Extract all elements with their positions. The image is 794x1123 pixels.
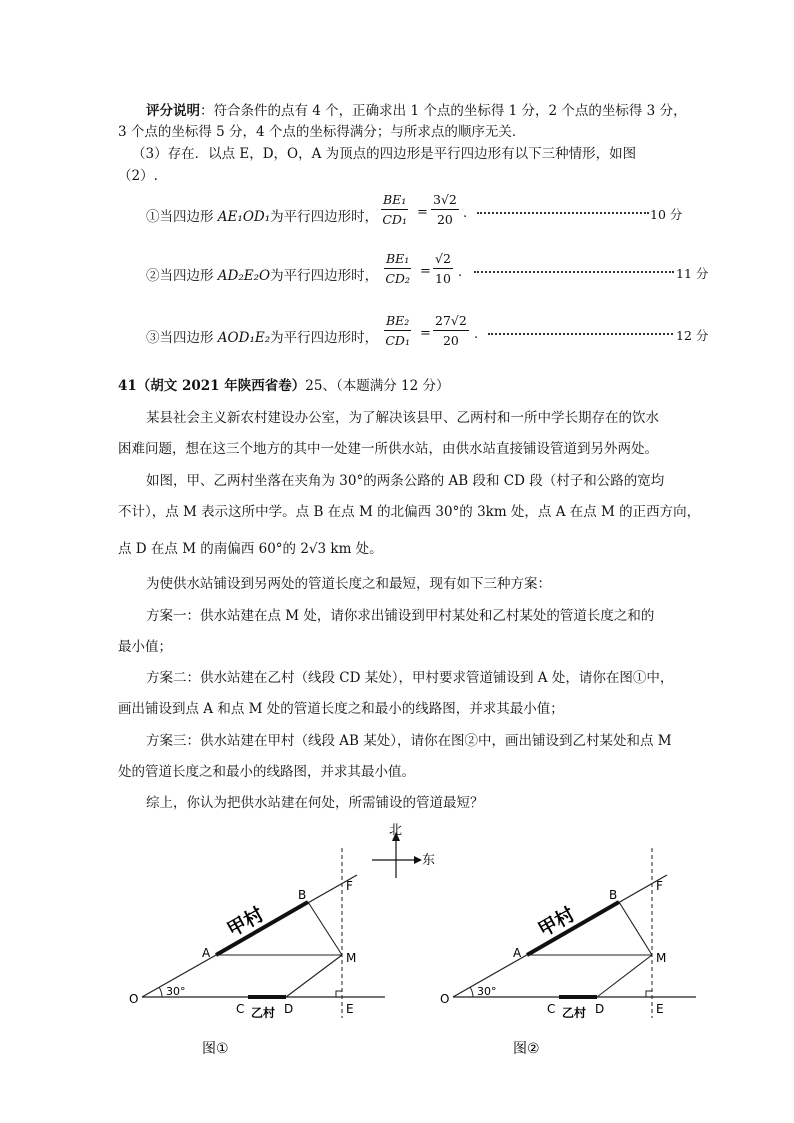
compass [372, 823, 435, 878]
case-1-ratio-num: BE₁ [381, 192, 408, 210]
case-3-prefix: ③当四边形 [146, 330, 218, 346]
fig2-label-c: C [547, 1002, 556, 1016]
figure-1 [129, 848, 385, 1020]
fig2-label-a: A [513, 946, 522, 960]
fig1-label-b: B [298, 888, 307, 902]
case-1-value-num: 3√2 [431, 192, 459, 210]
case-1-quad: AE₁OD₁ [217, 209, 271, 225]
fig1-label-village-b: 乙村 [251, 1006, 276, 1020]
case-3-value-den: 20 [442, 333, 459, 348]
case-1-value [431, 192, 459, 227]
compass-east-label: 东 [422, 853, 436, 868]
para2-line-2: 不计），点 M 表示这所中学。点 B 在点 M 的北偏西 30°的 3km 处，点 A 在点 M 的正西方向， [118, 504, 701, 520]
fig1-label-e: E [346, 1002, 354, 1016]
fig1-label-f: F [346, 879, 353, 893]
case-3-equals: = [420, 326, 431, 341]
case-2-value-num: √2 [433, 251, 453, 269]
fig2-label-village-b: 乙村 [562, 1006, 587, 1020]
fig1-label-c: C [236, 1002, 245, 1016]
case-1-text [146, 205, 378, 225]
fig1-right-angle-mark [336, 991, 342, 997]
summary-question: 综上，你认为把供水站建在何处，所需铺设的管道最短？ [146, 795, 484, 811]
fig2-label-m: M [656, 951, 667, 965]
case-3-suffix: 为平行四边形时， [270, 330, 379, 346]
part3-line-2: （2）. [118, 168, 158, 184]
part3-line-1: （3）存在．以点 E，D，O，A 为顶点的四边形是平行四边形有以下三种情形，如图 [132, 146, 637, 162]
case-2-equals: = [420, 264, 431, 279]
case-3-text [146, 326, 378, 346]
case-1-period: . [463, 206, 468, 221]
case-2-text [146, 264, 378, 284]
case-3-period: . [474, 327, 479, 342]
case-3-leader-dots [488, 333, 673, 335]
case-3-value-num: 27√2 [433, 313, 469, 331]
case-1-ratio [381, 192, 408, 227]
caption-figure-2: 图② [513, 1041, 540, 1057]
plan3-line-2: 处的管道长度之和最小的线路图，并求其最小值。 [118, 764, 415, 780]
fig2-segment-bm [619, 902, 652, 955]
fig2-label-f: F [656, 879, 663, 893]
case-1-score: 10 分 [650, 207, 683, 222]
plan2-line-2: 画出铺设到点 A 和点 M 处的管道长度之和最小的线路图，并求其最小值； [118, 701, 564, 717]
scoring-note-line-2: 3 个点的坐标得 5 分，4 个点的坐标得满分；与所求点的顺序无关． [118, 124, 526, 140]
fig2-label-e: E [656, 1002, 664, 1016]
problem-41-source: 41（胡文 2021 年陕西省卷） [118, 378, 306, 394]
compass-north-label: 北 [389, 823, 403, 838]
plan1-line-2: 最小值； [118, 639, 172, 655]
figure-2 [440, 848, 696, 1020]
case-3-quad: AOD₁E₂ [217, 330, 271, 346]
case-2-value [433, 251, 453, 286]
fig2-label-b: B [609, 888, 618, 902]
fig2-label-d: D [595, 1002, 605, 1016]
para1-line-2: 困难问题，想在这三个地方的其中一处建一所供水站，由供水站直接铺设管道到另外两处。 [118, 441, 658, 457]
case-3-ratio-num: BE₂ [384, 313, 411, 331]
case-2-quad: AD₂E₂O [217, 268, 271, 284]
scoring-note-label: 评分说明 [146, 103, 200, 119]
problem-41-heading [118, 374, 449, 394]
fig2-label-o: O [440, 992, 450, 1006]
fig1-label-a: A [202, 946, 211, 960]
fig2-label-angle: 30° [477, 985, 497, 998]
caption-figure-1: 图① [202, 1041, 229, 1057]
plan2-line-1: 方案二：供水站建在乙村（线段 CD 某处），甲村要求管道铺设到 A 处，请你在图①中， [146, 670, 674, 686]
case-2-period: . [458, 265, 463, 280]
para1-line-1: 某县社会主义新农村建设办公室，为了解决该县甲、乙两村和一所中学长期存在的饮水 [146, 410, 659, 426]
case-2-suffix: 为平行四边形时， [270, 268, 379, 284]
case-3-ratio [384, 313, 411, 348]
case-3-value [433, 313, 469, 348]
case-1-ratio-den: CD₁ [382, 212, 407, 227]
para3: 为使供水站铺设到另两处的管道长度之和最短，现有如下三种方案： [146, 576, 551, 592]
para2-line-3: 点 D 在点 M 的南偏西 60°的 2√3 km 处。 [118, 541, 383, 557]
plan1-line-1: 方案一：供水站建在点 M 处，请你求出铺设到甲村某处和乙村某处的管道长度之和的 [146, 608, 655, 624]
problem-41-number: 25、（本题满分 12 分） [305, 378, 450, 394]
plan3-line-1: 方案三：供水站建在甲村（线段 AB 某处），请你在图②中，画出铺设到乙村某处和点 M [146, 733, 672, 749]
scoring-note-line-1 [146, 99, 687, 119]
case-3-ratio-den: CD₁ [385, 333, 410, 348]
scoring-note-text: ：符合条件的点有 4 个，正确求出 1 个点的坐标得 1 分，2 个点的坐标得 3 分， [200, 103, 687, 119]
fig1-label-village-a: 甲村 [223, 903, 268, 942]
case-2-ratio-num: BE₁ [384, 251, 411, 269]
fig2-segment-dm [597, 955, 652, 997]
fig1-label-angle: 30° [166, 985, 186, 998]
figures [0, 820, 794, 1120]
fig1-segment-dm [286, 955, 342, 997]
east-arrow-icon [414, 856, 422, 864]
fig1-label-d: D [284, 1002, 294, 1016]
fig2-right-angle-mark [646, 991, 652, 997]
fig2-angle-arc [470, 987, 473, 997]
case-2-leader-dots [474, 271, 674, 273]
case-1-suffix: 为平行四边形时， [270, 209, 379, 225]
case-1-value-den: 20 [436, 212, 453, 227]
case-2-value-den: 10 [435, 271, 451, 286]
case-2-ratio-den: CD₂ [385, 271, 410, 286]
case-1-prefix: ①当四边形 [146, 209, 218, 225]
fig1-label-m: M [346, 951, 357, 965]
fig1-angle-arc [159, 987, 162, 997]
case-2-prefix: ②当四边形 [146, 268, 218, 284]
case-3-score: 12 分 [676, 328, 709, 343]
fig1-segment-bm [308, 902, 342, 955]
case-2-ratio [384, 251, 411, 286]
case-1-equals: = [417, 205, 428, 220]
case-2-score: 11 分 [676, 266, 709, 281]
fig2-label-village-a: 甲村 [534, 903, 579, 942]
case-1-leader-dots [477, 212, 649, 214]
para2-line-1: 如图，甲、乙两村坐落在夹角为 30°的两条公路的 AB 段和 CD 段（村子和公路的宽均 [146, 473, 665, 489]
fig1-label-o: O [129, 992, 139, 1006]
